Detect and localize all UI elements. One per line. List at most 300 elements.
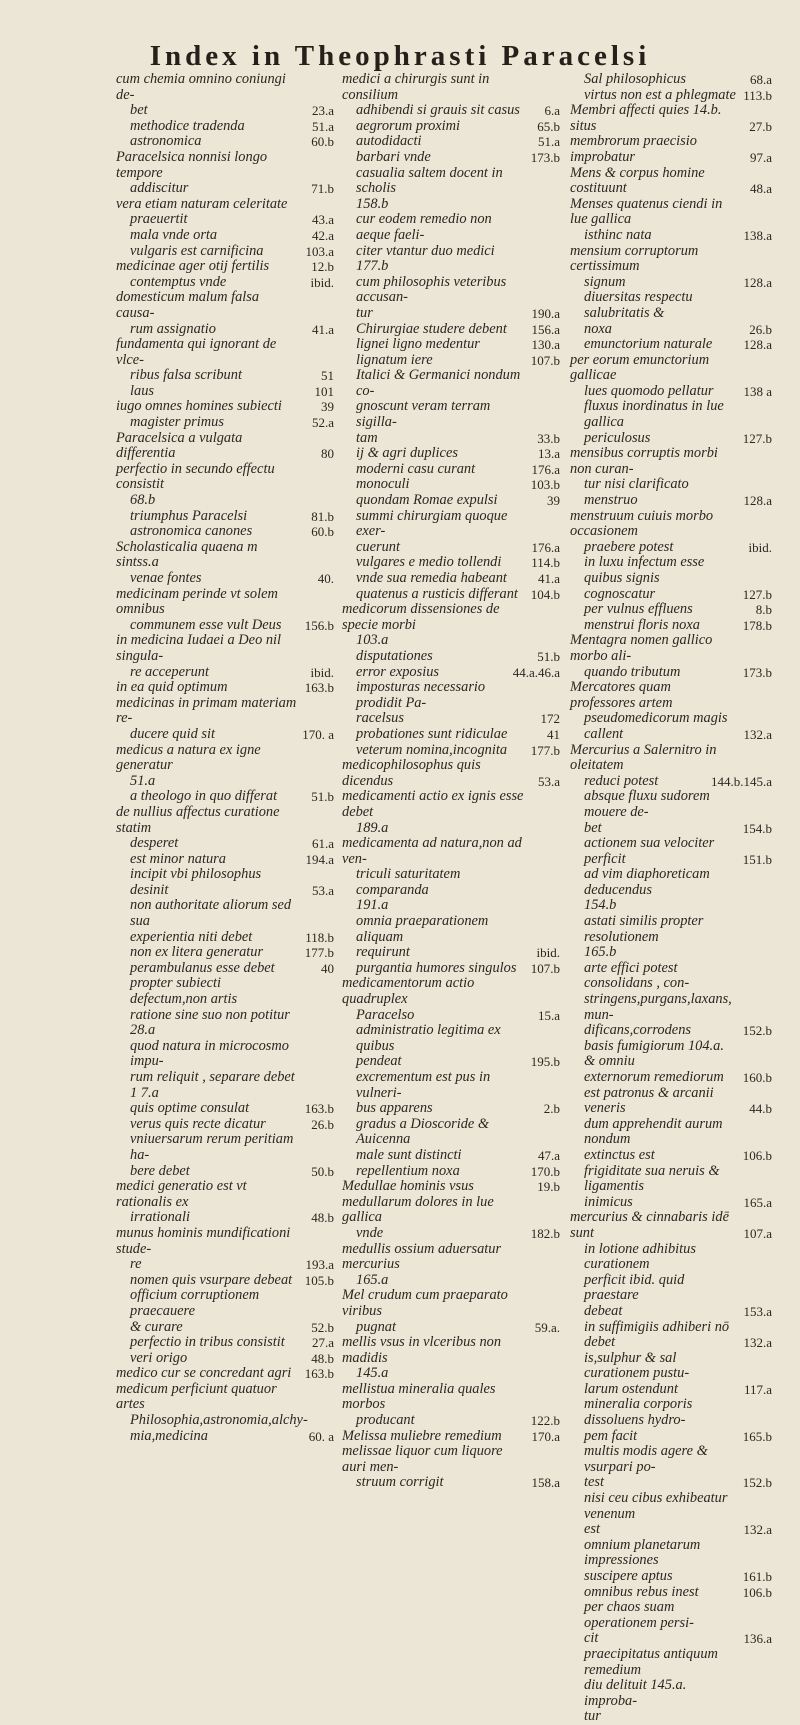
page-reference: 43.a (311, 212, 334, 228)
page-reference: 138.a (743, 227, 772, 243)
index-entry (570, 633, 776, 664)
index-term: cum philosophis veteribus accusan- (356, 273, 507, 306)
index-term: nisi ceu cibus exhibeatur venenum (584, 1490, 728, 1522)
index-term: Mel crudum cum praeparato viribus (342, 1287, 508, 1319)
index-term: mellis vsus in vlceribus non madidis (342, 1334, 502, 1366)
index-term: citer vtantur duo medici (356, 242, 495, 259)
index-entry (116, 72, 338, 103)
index-entry (116, 1273, 338, 1289)
index-entry (116, 680, 338, 696)
index-term: moderni casu curant (356, 460, 476, 477)
index-entry (116, 259, 338, 275)
index-entry (342, 1475, 564, 1491)
index-term: medicus a natura ex igne generatur (116, 741, 261, 774)
page-reference: 177.b (304, 945, 334, 961)
page-reference: 128.a (743, 493, 772, 509)
page-reference: 144.b.145.a (710, 773, 772, 789)
index-entry (342, 914, 564, 945)
index-entry (570, 1164, 776, 1195)
index-term: per chaos suam operationem persi- (584, 1599, 694, 1631)
index-term: signum (584, 273, 626, 290)
page-reference: 27.a (311, 1335, 334, 1351)
index-entry (342, 649, 564, 665)
index-term: gradus a Dioscoride & Auicenna (356, 1115, 490, 1148)
index-term: is,sulphur & sal curationem pustu- (584, 1349, 690, 1382)
index-entry (342, 1429, 564, 1445)
index-term: magister primus (130, 414, 224, 431)
index-entry (342, 72, 564, 103)
index-term: mala vnde orta (130, 226, 218, 243)
index-entry (570, 134, 776, 165)
index-term: venae fontes (130, 570, 202, 586)
index-entry (342, 680, 564, 711)
page-reference: 152.b (742, 1475, 772, 1491)
index-entry (342, 1148, 564, 1164)
index-term: perfectio in tribus consistit (130, 1334, 285, 1351)
index-entry (116, 337, 338, 368)
index-term: 103.a (356, 632, 389, 649)
index-term: summi chirurgiam quoque exer- (356, 507, 508, 540)
page-reference: 127.b (742, 430, 772, 446)
page-reference: 59.a. (534, 1319, 560, 1335)
page-reference: 51.a (537, 134, 560, 150)
page-reference: 52.a (311, 415, 334, 431)
index-entry (342, 1101, 564, 1117)
index-term: laus (130, 382, 154, 399)
index-term: reduci potest (584, 772, 659, 789)
index-term: Mercurius a Salernitro in oleitatem (570, 741, 717, 774)
index-entry (116, 571, 338, 587)
index-entry (570, 337, 776, 353)
index-term: mellistua mineralia quales morbos (342, 1380, 496, 1413)
index-term: virtus non est a phlegmate (584, 86, 736, 103)
page-reference: 15.a (537, 1007, 560, 1023)
index-term: veri origo (130, 1349, 188, 1366)
index-term: 189.a (356, 819, 389, 836)
index-term: re (130, 1256, 142, 1273)
index-term: desperet (130, 835, 179, 852)
index-entry (116, 275, 338, 291)
index-term: mineralia corporis dissoluens hydro- (584, 1396, 693, 1429)
index-entry (570, 602, 776, 618)
index-entry (116, 1413, 338, 1429)
index-entry (570, 1585, 776, 1601)
index-term: Mercatores quam professores artem (570, 679, 673, 711)
index-term: 28.a (130, 1022, 156, 1039)
page-reference: 114.b (531, 555, 560, 571)
index-entry (570, 228, 776, 244)
page-reference: 190.a (531, 305, 560, 321)
index-entry (570, 1320, 776, 1351)
index-column-1 (116, 72, 338, 1444)
index-term: debeat (584, 1302, 623, 1319)
index-term: absque fluxu sudorem mouere de- (584, 788, 710, 820)
index-term: Paracelsica a vulgata differentia (116, 429, 243, 462)
index-entry (342, 322, 564, 338)
page-reference: 193.a (305, 1257, 334, 1273)
index-entry (342, 555, 564, 571)
index-term: ducere quid sit (130, 725, 215, 742)
page-reference: 40. (317, 571, 334, 586)
index-entry (570, 290, 776, 321)
page-reference: 138 a (743, 383, 772, 399)
index-term: experientia niti debet (130, 928, 253, 945)
index-entry (116, 1288, 338, 1319)
index-entry (116, 945, 338, 961)
page-reference: 170. a (302, 726, 334, 742)
page-reference: 23.a (311, 103, 334, 119)
index-term: perambulanus esse debet (130, 959, 275, 976)
page-reference: 170.b (530, 1163, 560, 1179)
index-entry (342, 1288, 564, 1319)
page-reference: 50.b (311, 1163, 334, 1179)
index-term: bet (130, 102, 148, 119)
index-term: lignatum iere (356, 351, 433, 368)
index-term: iugo omnes homines subiecti (116, 398, 282, 415)
index-entry (116, 743, 338, 774)
index-entry (116, 212, 338, 228)
index-term: rum reliquit , separare debet (130, 1069, 295, 1085)
index-entry (570, 1210, 776, 1241)
index-term: medicophilosophus quis dicendus (342, 757, 481, 789)
index-entry (116, 618, 338, 634)
index-term: 51.a (130, 772, 156, 789)
index-entry (116, 867, 338, 898)
index-term: suscipere aptus (584, 1568, 673, 1584)
index-entry (570, 1382, 776, 1398)
index-term: menstrui floris noxa (584, 616, 700, 633)
page-reference: 19.b (537, 1179, 560, 1195)
index-entry (342, 103, 564, 119)
index-term: a theologo in quo differat (130, 788, 278, 805)
index-term: perficit ibid. quid praestare (584, 1271, 685, 1304)
index-term: est (584, 1521, 600, 1538)
index-term: tur nisi clarificato menstruo (584, 476, 689, 509)
index-term: medullarum dolores in lue gallica (342, 1193, 494, 1226)
index-entry (570, 399, 776, 430)
index-column-2 (342, 72, 564, 1491)
index-entry (342, 758, 564, 789)
index-term: tur (356, 304, 373, 321)
index-term: cum chemia omnino coniungi de- (116, 71, 286, 103)
index-entry (116, 1366, 338, 1382)
index-entry (116, 1210, 338, 1226)
index-term: non ex litera generatur (130, 944, 264, 961)
index-entry (570, 680, 776, 711)
page-reference: 132.a (743, 1335, 772, 1351)
index-entry (342, 743, 564, 759)
index-entry (570, 618, 776, 634)
index-term: officium corruptionem praecauere (130, 1287, 260, 1319)
index-term: propter subiecti defectum,non artis (130, 975, 238, 1008)
index-entry (570, 961, 776, 992)
page-reference: 48.b (311, 1350, 334, 1366)
index-term: casualia saltem docent in scholis (356, 164, 503, 197)
page-reference: 128.a (743, 274, 772, 290)
index-term: praebere potest (584, 538, 674, 555)
index-term: per vulnus effluens (584, 601, 693, 618)
page-reference: 172 (540, 711, 560, 727)
page-reference: 53.a (311, 882, 334, 898)
page-reference: 33.b (537, 430, 560, 446)
index-entry (342, 821, 564, 837)
index-entry (342, 789, 564, 820)
page-reference: 127.b (742, 586, 772, 602)
index-term: pem facit (584, 1427, 638, 1444)
index-term: inimicus (584, 1193, 633, 1210)
index-term: probationes sunt ridiculae (356, 725, 508, 742)
index-term: Paracelso (356, 1006, 415, 1023)
index-term: pseudomedicorum magis callent (584, 710, 728, 742)
index-term: incipit vbi philosophus desinit (130, 866, 262, 898)
index-entry (342, 1382, 564, 1413)
index-entry (342, 399, 564, 430)
index-entry (570, 1538, 776, 1569)
index-term: basis fumigiorum 104.a. & omniu (584, 1037, 724, 1070)
page-reference: 194.a (305, 851, 334, 867)
index-entry (570, 555, 776, 586)
index-entry (116, 1039, 338, 1070)
index-term: mia,medicina (130, 1427, 208, 1444)
page-reference: 113.b (743, 87, 772, 103)
index-term: 68.b (130, 492, 156, 509)
index-term: irrationali (130, 1209, 190, 1226)
index-term: nomen quis vsurpare debeat (130, 1271, 293, 1288)
index-term: Sal philosophicus (584, 71, 686, 87)
page-reference: 128.a (743, 337, 772, 353)
page-reference: 177.b (530, 742, 560, 758)
index-entry (116, 197, 338, 213)
page-reference: 153.a (743, 1303, 772, 1319)
index-term: male sunt distincti (356, 1146, 462, 1163)
index-entry (342, 1070, 564, 1101)
index-entry (342, 134, 564, 150)
index-entry (570, 1023, 776, 1039)
index-term: triumphus Paracelsi (130, 507, 248, 524)
index-entry (570, 1148, 776, 1164)
index-term: isthinc nata (584, 226, 652, 243)
page-reference: 51 (321, 368, 334, 384)
index-term: non authoritate aliorum sed sua (130, 897, 292, 930)
page-reference: 48.b (311, 1210, 334, 1226)
index-term: mensibus corruptis morbi non curan- (570, 445, 718, 477)
index-term: bere debet (130, 1162, 190, 1179)
index-entry (342, 337, 564, 353)
index-entry (342, 212, 564, 243)
page-reference: 165.b (742, 1428, 772, 1444)
page-reference: 27.b (749, 118, 772, 134)
index-entry (570, 1631, 776, 1647)
index-entry (116, 431, 338, 462)
index-term: omnia praeparationem aliquam (356, 913, 489, 945)
index-entry (570, 477, 776, 508)
index-entry (342, 197, 564, 213)
index-term: larum ostendunt (584, 1380, 678, 1397)
index-entry (342, 587, 564, 603)
index-entry (116, 1351, 338, 1367)
page-reference: 106.b (742, 1147, 772, 1163)
index-entry (342, 493, 564, 509)
page-reference: 51.a (311, 118, 334, 134)
index-entry (342, 1413, 564, 1429)
page-reference: 12.b (311, 259, 334, 275)
page-reference: 106.b (742, 1584, 772, 1600)
index-term: medicamenti actio ex ignis esse debet (342, 788, 524, 820)
index-entry (342, 509, 564, 540)
index-entry (116, 150, 338, 181)
index-entry (570, 1070, 776, 1086)
index-term: vnde sua remedia habeant (356, 570, 507, 586)
index-term: Mentagra nomen gallico morbo ali- (570, 632, 713, 664)
index-entry (342, 1226, 564, 1242)
index-entry (570, 914, 776, 945)
page-reference: 44.a.46.a (512, 664, 560, 680)
index-term: noxa (584, 320, 612, 337)
index-entry (570, 1117, 776, 1148)
index-entry (116, 1164, 338, 1180)
page-reference: 122.b (530, 1413, 560, 1429)
index-entry (570, 1397, 776, 1428)
index-term: Chirurgiae studere debent (356, 320, 507, 337)
index-entry (342, 1117, 564, 1148)
index-term: addiscitur (130, 180, 189, 197)
index-entry (342, 727, 564, 743)
index-term: omnium planetarum impressiones (584, 1536, 701, 1569)
page-reference: 165.a (743, 1194, 772, 1210)
index-entry (342, 1444, 564, 1475)
page-reference: 130.a (531, 337, 560, 353)
index-entry (116, 1335, 338, 1351)
page-reference: 71.b (311, 181, 334, 197)
page-reference: 152.b (742, 1023, 772, 1039)
index-entry (116, 836, 338, 852)
index-entry (116, 696, 338, 727)
index-entry (116, 540, 338, 571)
index-term: est minor natura (130, 850, 226, 867)
index-term: 145.a (356, 1365, 389, 1382)
index-term: mercurius & cinnabaris idē sunt (570, 1209, 729, 1241)
index-term: bus apparens (356, 1100, 433, 1117)
index-term: medicamentorum actio quadruplex (342, 975, 475, 1008)
page-reference: ibid. (310, 664, 334, 680)
index-term: autodidacti (356, 133, 422, 150)
index-entry (116, 1382, 338, 1413)
page-reference: 161.b (742, 1569, 772, 1584)
index-term: actionem sua velociter perficit (584, 835, 715, 867)
index-term: diuersitas respectu salubritatis & (584, 289, 693, 321)
index-entry (570, 384, 776, 400)
index-entry (116, 898, 338, 929)
index-entry (116, 789, 338, 805)
index-entry (342, 431, 564, 447)
index-entry (116, 244, 338, 260)
index-entry (342, 119, 564, 135)
index-term: Italici & Germanici nondum co- (356, 367, 521, 399)
index-term: 154.b (584, 897, 617, 914)
index-term: emunctorium naturale (584, 336, 713, 353)
index-term: domesticum malum falsa causa- (116, 289, 260, 321)
index-entry (342, 665, 564, 681)
index-term: in ea quid optimum (116, 679, 228, 696)
page-reference: ibid. (748, 539, 772, 555)
index-entry (342, 244, 564, 260)
page-reference: 41 (547, 726, 560, 742)
index-entry (570, 1647, 776, 1678)
index-entry (570, 1678, 776, 1709)
index-entry (570, 789, 776, 820)
page-reference: 156.b (304, 617, 334, 633)
index-entry (116, 633, 338, 664)
index-entry (570, 821, 776, 837)
index-entry (116, 930, 338, 946)
index-term: excrementum est pus in vulneri- (356, 1069, 491, 1101)
index-entry (570, 992, 776, 1023)
index-term: requirunt (356, 944, 410, 961)
page-reference: 65.b (537, 118, 560, 134)
index-term: in suffimigiis adhiberi nō debet (584, 1318, 730, 1351)
index-entry (570, 774, 776, 790)
index-entry (116, 1117, 338, 1133)
index-term: fundamenta qui ignorant de vlce- (116, 336, 277, 368)
index-term: contemptus vnde (130, 273, 227, 290)
index-term: racelsus (356, 710, 404, 727)
index-entry (342, 976, 564, 1007)
index-entry (342, 1164, 564, 1180)
index-term: rum assignatio (130, 320, 216, 337)
index-entry (342, 166, 564, 197)
page-reference: 163.b (304, 1366, 334, 1382)
page-reference: 41.a (537, 571, 560, 586)
index-entry (116, 976, 338, 1007)
index-entry (116, 524, 338, 540)
index-term: repellentium noxa (356, 1162, 460, 1179)
page-reference: 97.a (749, 149, 772, 165)
index-entry (116, 322, 338, 338)
index-entry (116, 1226, 338, 1257)
index-entry (116, 119, 338, 135)
index-entry (116, 1320, 338, 1336)
page-reference: 81.b (311, 508, 334, 524)
index-term: in lotione adhibitus curationem (584, 1240, 696, 1273)
page-reference: 6.a (544, 103, 560, 119)
index-entry (342, 633, 564, 649)
index-entry (342, 836, 564, 867)
index-entry (116, 1101, 338, 1117)
index-term: methodice tradenda (130, 117, 245, 134)
page-reference: ibid. (536, 945, 560, 961)
index-term: multis modis agere & vsurpari po- (584, 1443, 708, 1475)
index-term: menstruum cuiuis morbo occasionem (570, 507, 714, 540)
page-reference: 8.b (755, 602, 772, 618)
index-entry (116, 181, 338, 197)
index-entry (116, 1132, 338, 1163)
index-entry (570, 1475, 776, 1491)
index-term: 165.a (356, 1271, 389, 1288)
page-reference: 13.a (537, 446, 560, 462)
index-entry (342, 1320, 564, 1336)
index-term: aegrorum proximi (356, 117, 461, 134)
page-reference: ibid. (310, 274, 334, 290)
index-entry (570, 1273, 776, 1304)
index-entry (116, 1070, 338, 1086)
page-reference: 151.b (742, 851, 772, 867)
index-term: diu delituit 145.a. improba- (584, 1677, 687, 1709)
index-entry (570, 1195, 776, 1211)
page-header: Index in Theophrasti Paracelsi (149, 40, 651, 72)
index-entry (570, 509, 776, 540)
page-reference: 60. a (308, 1428, 334, 1444)
page-reference: 39 (321, 399, 334, 415)
